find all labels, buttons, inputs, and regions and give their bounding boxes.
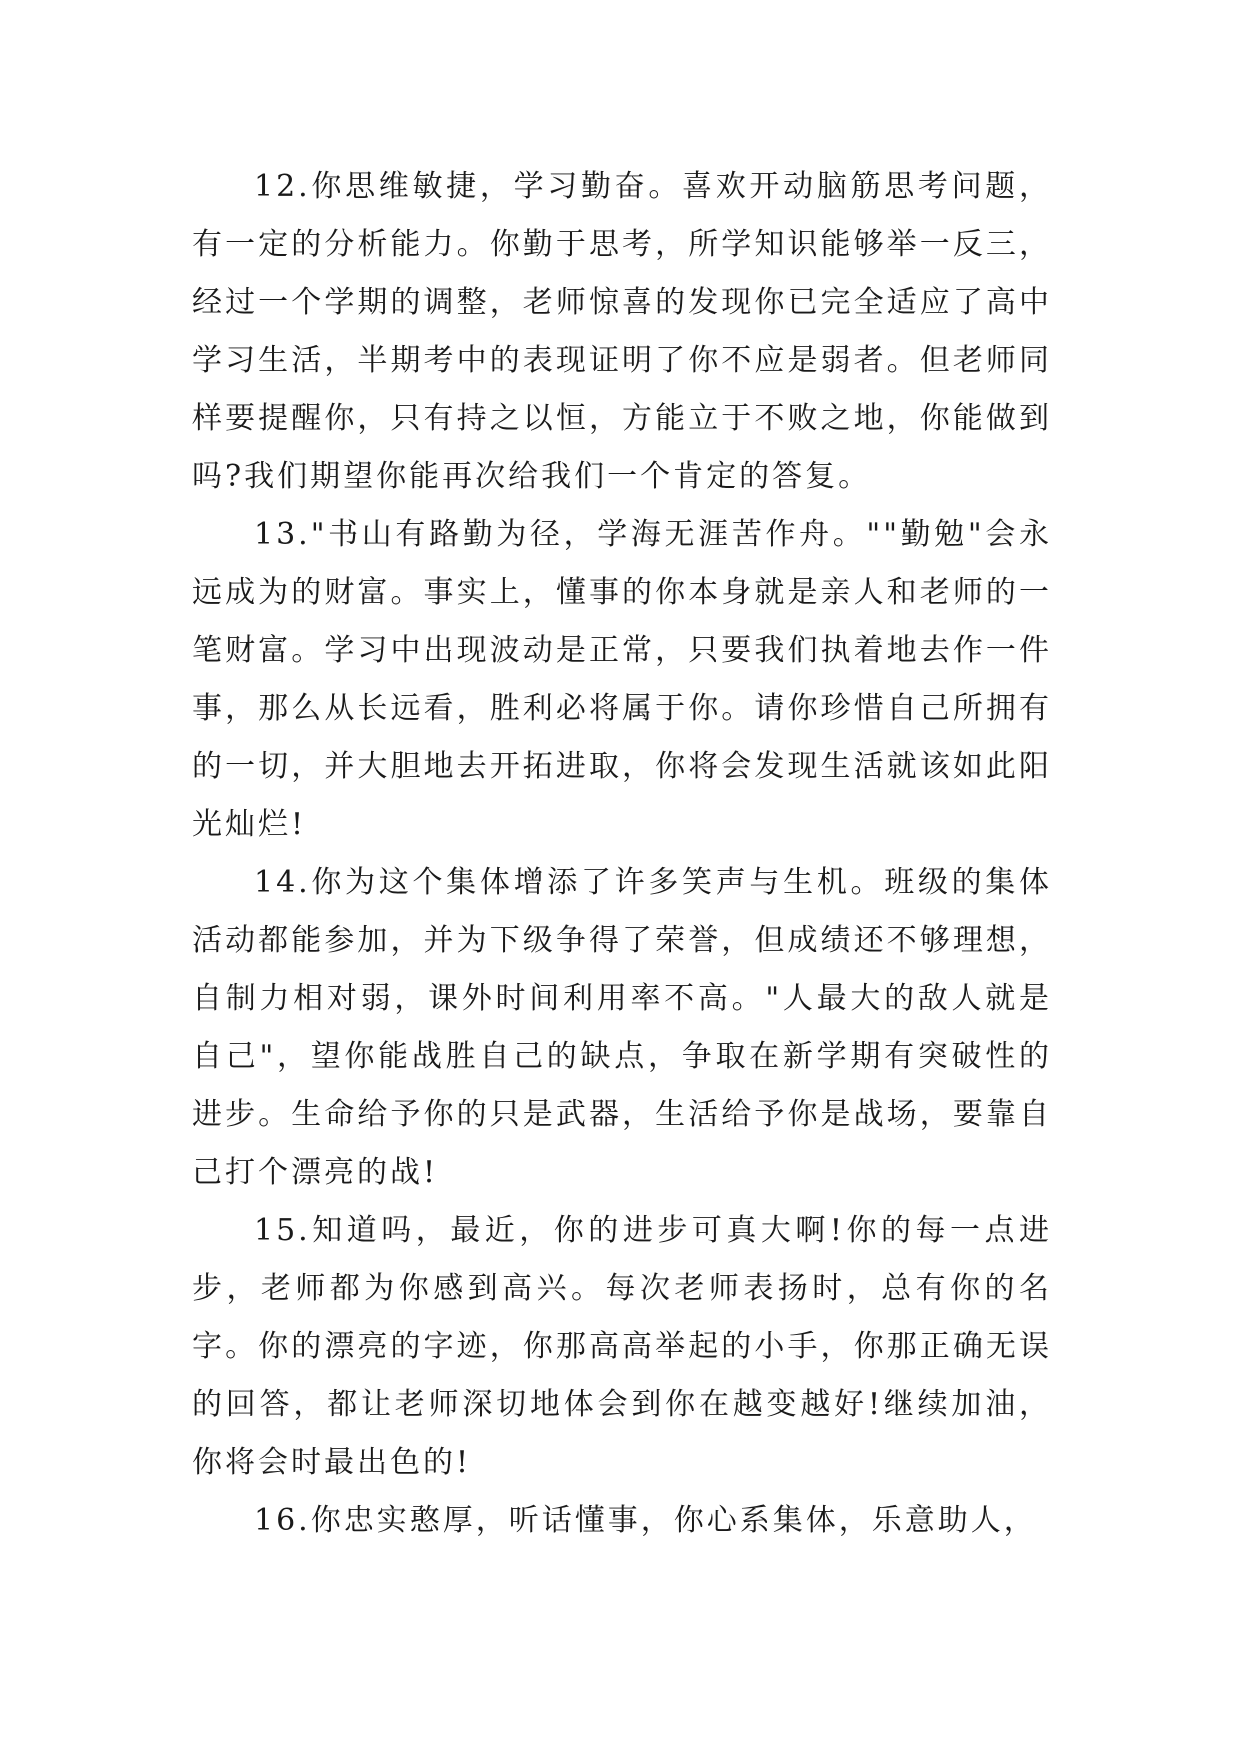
paragraph-15: 15.知道吗，最近，你的进步可真大啊!你的每一点进步，老师都为你感到高兴。每次老师表扬时，总有你的名字。你的漂亮的字迹，你那高高举起的小手，你那正确无误的回答，都让老师深切地体会到你在越变越好!继续加油，你将会时最出色的!	[192, 1213, 1052, 1480]
paragraph-14: 14.你为这个集体增添了许多笑声与生机。班级的集体活动都能参加，并为下级争得了荣誉，但成绩还不够理想，自制力相对弱，课外时间利用率不高。"人最大的敌人就是自己"，望你能战胜自己的缺点，争取在新学期有突破性的进步。生命给予你的只是武器，生活给予你是战场，要靠自己打个漂亮的战!	[192, 865, 1052, 1190]
document-body	[192, 158, 1052, 1550]
paragraph-13: 13."书山有路勤为径，学海无涯苦作舟。""勤勉"会永远成为的财富。事实上，懂事的你本身就是亲人和老师的一笔财富。学习中出现波动是正常，只要我们执着地去作一件事，那么从长远看，胜利必将属于你。请你珍惜自己所拥有的一切，并大胆地去开拓进取，你将会发现生活就该如此阳光灿烂!	[192, 517, 1052, 842]
paragraph-12: 12.你思维敏捷，学习勤奋。喜欢开动脑筋思考问题，有一定的分析能力。你勤于思考，所学知识能够举一反三，经过一个学期的调整，老师惊喜的发现你已完全适应了高中学习生活，半期考中的表现证明了你不应是弱者。但老师同样要提醒你，只有持之以恒，方能立于不败之地，你能做到吗?我们期望你能再次给我们一个肯定的答复。	[192, 169, 1052, 494]
paragraph-16: 16.你忠实憨厚，听话懂事，你心系集体，乐意助人，	[254, 1503, 1037, 1538]
